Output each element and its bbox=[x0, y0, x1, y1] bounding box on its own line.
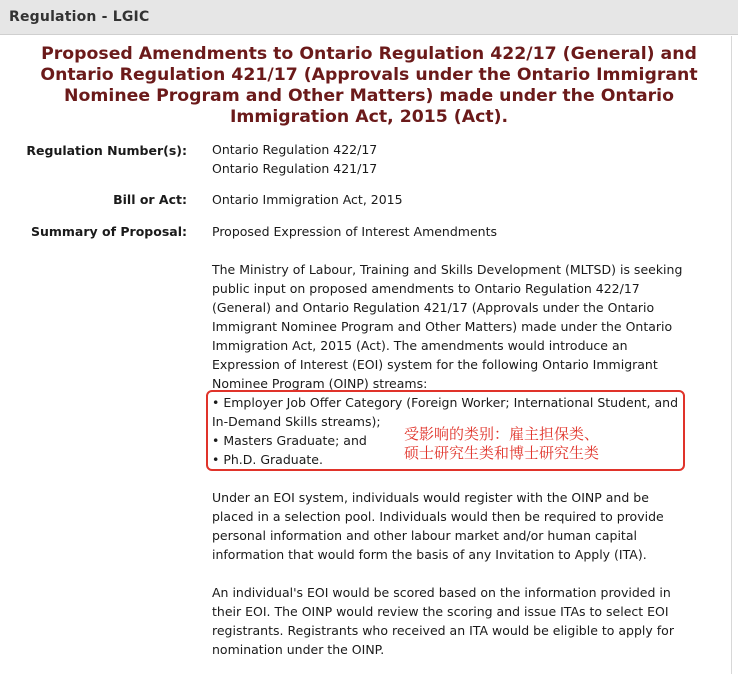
summary-intro-paragraph bbox=[212, 260, 702, 393]
bill-or-act-label: Bill or Act: bbox=[113, 192, 187, 207]
list-item: • Employer Job Offer Category (Foreign Worker; International Student, and bbox=[212, 395, 679, 410]
list-item: In-Demand Skills streams); bbox=[212, 414, 381, 429]
annotation-line: 受影响的类别：雇主担保类、 bbox=[404, 425, 600, 443]
paragraph-line: personal information and other labour market and/or human capital bbox=[212, 528, 637, 543]
annotation-note bbox=[404, 425, 599, 463]
paragraph-line: An individual's EOI would be scored based on the information provided in bbox=[212, 585, 671, 600]
annotation-line: 硕士研究生类和博士研究生类 bbox=[404, 444, 600, 462]
bill-or-act-value: Ontario Immigration Act, 2015 bbox=[212, 192, 403, 207]
header-bar bbox=[0, 0, 738, 35]
paragraph-line: Nominee Program (OINP) streams: bbox=[212, 376, 428, 391]
paragraph-line: registrants. Registrants who received an ITA would be eligible to apply for bbox=[212, 623, 674, 638]
page-title-line: Nominee Program and Other Matters) made under the Ontario bbox=[64, 86, 674, 106]
paragraph-line: The Ministry of Labour, Training and Skills Development (MLTSD) is seeking bbox=[212, 262, 683, 277]
header-title: Regulation - LGIC bbox=[9, 9, 150, 25]
paragraph-line: placed in a selection pool. Individuals would then be required to provide bbox=[212, 509, 664, 524]
paragraph-line: their EOI. The OINP would review the scoring and issue ITAs to select EOI bbox=[212, 604, 669, 619]
paragraph-line: nomination under the OINP. bbox=[212, 642, 385, 657]
paragraph-line: (General) and Ontario Regulation 421/17 (Approvals under the Ontario bbox=[212, 300, 655, 315]
regulation-numbers-label: Regulation Number(s): bbox=[26, 143, 187, 158]
page-title-line: Proposed Amendments to Ontario Regulation 422/17 (General) and bbox=[41, 44, 697, 64]
side-divider bbox=[731, 36, 732, 674]
summary-of-proposal-value: Proposed Expression of Interest Amendments bbox=[212, 224, 497, 239]
summary-of-proposal-label: Summary of Proposal: bbox=[30, 224, 187, 239]
paragraph-line: Immigrant Nominee Program and Other Matters) made under the Ontario bbox=[212, 319, 673, 334]
paragraph-line: Under an EOI system, individuals would register with the OINP and be bbox=[212, 490, 649, 505]
page-title bbox=[18, 44, 720, 128]
list-item: • Masters Graduate; and bbox=[212, 433, 367, 448]
paragraph-line: public input on proposed amendments to Ontario Regulation 422/17 bbox=[212, 281, 640, 296]
page-title-line: Immigration Act, 2015 (Act). bbox=[229, 107, 509, 127]
paragraph-line: information that would form the basis of any Invitation to Apply (ITA). bbox=[212, 547, 647, 562]
paragraph-line: Immigration Act, 2015 (Act). The amendments would introduce an bbox=[212, 338, 628, 353]
eoi-system-paragraph bbox=[212, 488, 702, 564]
paragraph-line: Expression of Interest (EOI) system for the following Ontario Immigrant bbox=[212, 357, 658, 372]
eoi-scoring-paragraph bbox=[212, 583, 702, 659]
regulation-number-value: Ontario Regulation 421/17 bbox=[212, 161, 378, 176]
page-title-line: Ontario Regulation 421/17 (Approvals under the Ontario Immigrant bbox=[40, 65, 698, 85]
regulation-number-value: Ontario Regulation 422/17 bbox=[212, 142, 378, 157]
list-item: • Ph.D. Graduate. bbox=[212, 452, 323, 467]
